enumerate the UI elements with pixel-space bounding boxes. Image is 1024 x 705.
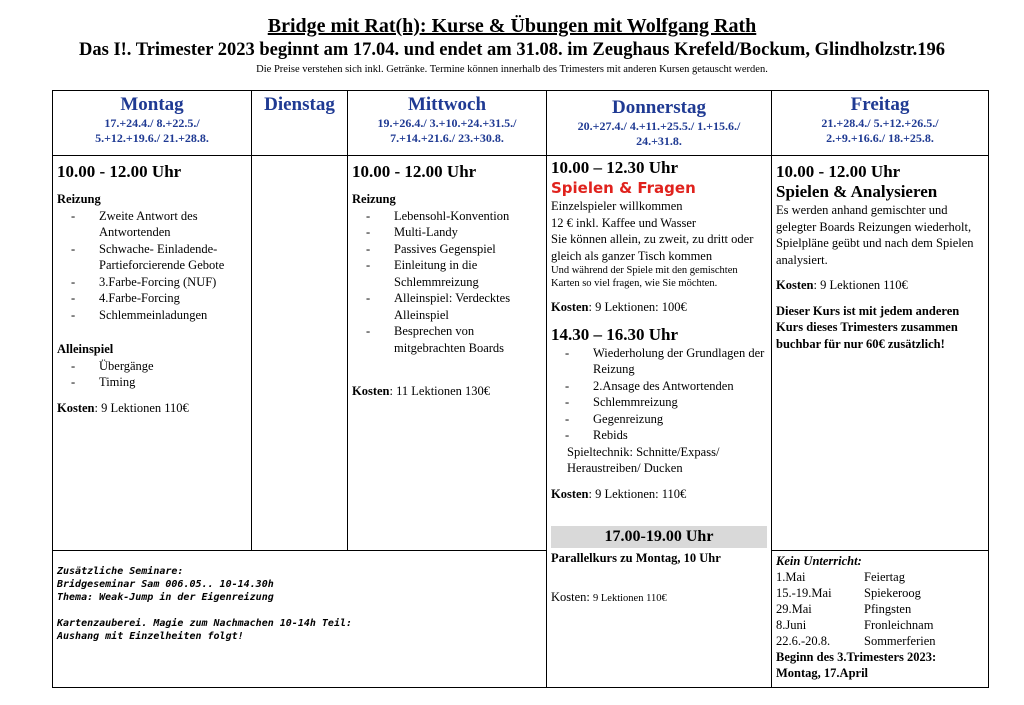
price-note: Die Preise verstehen sich inkl. Getränke. Termine können innerhalb des Trimesters mit anderen Kursen getauscht werden. [256,64,768,75]
table-row: 8.Juni Fronleichnam [776,618,934,632]
table-row: 1.Mai Feiertag [776,570,905,584]
mittwoch-time: 10.00 - 12.00 Uhr [352,162,477,181]
list-item: - Schlemmreizung [565,394,767,411]
header-donnerstag [546,90,772,156]
donnerstag-time-3: 17.00-19.00 Uhr [551,526,767,548]
dates-freitag-2: 2.+9.+16.6./ 18.+25.8. [826,131,934,145]
freitag-description: Es werden anhand gemischter und gelegter Boards Reizungen wiederholt, Spielpläne geübt und nach dem Spielen analysiert. [776,203,974,267]
donnerstag-line-2: 12 € inkl. Kaffee und Wasser [551,215,697,230]
mittwoch-cost: Kosten: 11 Lektionen 130€ [352,384,491,398]
holidays-box [771,550,989,688]
donnerstag-list [565,345,767,444]
list-item: - Passives Gegenspiel [366,241,542,258]
list-item: - Gegenreizung [565,411,767,428]
mittwoch-list [366,208,542,357]
donnerstag-course [546,155,772,688]
mittwoch-section-reizung: Reizung [352,192,396,206]
list-item: - 3.Farbe-Forcing (NUF) [71,274,247,291]
holidays-title: Kein Unterricht: [776,554,862,568]
extra-line: Thema: Weak-Jump in der Eigenreizung [57,592,274,603]
page-title: Bridge mit Rat(h): Kurse & Übungen mit Wolfgang Rath [267,15,757,37]
day-name-mittwoch: Mittwoch [407,94,487,115]
donnerstag-parallel: Parallelkurs zu Montag, 10 Uhr [551,551,721,565]
day-name-donnerstag: Donnerstag [612,97,706,118]
dates-donnerstag-2: 24.+31.8. [636,134,682,148]
extra-line: Aushang mit Einzelheiten folgt! [57,631,244,642]
dates-montag-2: 5.+12.+19.6./ 21.+28.8. [95,131,209,145]
day-name-dienstag: Dienstag [264,94,335,115]
freitag-bold-note: Dieser Kurs ist mit jedem anderen Kurs dieses Trimesters zusammen buchbar für nur 60€ zusätzlich! [776,303,960,351]
freitag-title: Spielen & Analysieren [776,182,938,201]
list-item: - Wiederholung der Grundlagen der Reizung [565,345,767,378]
donnerstag-time-1: 10.00 – 12.30 Uhr [551,158,679,177]
montag-section-alleinspiel: Alleinspiel [57,342,114,356]
holidays-footer-1: Beginn des 3.Trimesters 2023: [776,650,937,664]
donnerstag-cost-2: Kosten: 9 Lektionen: 110€ [551,486,687,501]
header-dienstag [251,90,348,156]
montag-list-alleinspiel [71,358,247,391]
dates-mittwoch-2: 7.+14.+21.6./ 23.+30.8. [390,131,504,145]
donnerstag-small-note: Und während der Spiele mit den gemischten Karten so viel fragen, wie Sie möchten. [551,265,738,289]
donnerstag-cost-3: Kosten: 9 Lektionen 110€ [551,589,667,604]
montag-list-reizung [71,208,247,324]
list-item: - Alleinspiel: Verdecktes Alleinspiel [366,290,542,323]
table-row: 15.-19.Mai Spiekeroog [776,586,921,600]
list-item: - 2.Ansage des Antwortenden [565,378,767,395]
list-item: - Multi-Landy [366,224,542,241]
header-mittwoch [347,90,547,156]
freitag-cost: Kosten: 9 Lektionen 110€ [776,278,908,292]
list-item: - Besprechen von mitgebrachten Boards [366,323,542,356]
list-item: - Timing [71,374,247,391]
list-item: - Lebensohl-Konvention [366,208,542,225]
page-subtitle: Das I!. Trimester 2023 beginnt am 17.04. und endet am 31.08. im Zeughaus Krefeld/Bockum, Glindholzstr.196 [79,40,945,60]
table-row: 22.6.-20.8. Sommerferien [776,634,936,648]
list-item: - 4.Farbe-Forcing [71,290,247,307]
freitag-course [771,155,989,551]
holidays-footer-2: Montag, 17.April [776,666,869,680]
donnerstag-technique: Spieltechnik: Schnitte/Expass/ Heraustreiben/ Ducken [567,444,720,475]
extra-line: Bridgeseminar Sam 006.05.. 10-14.30h [57,579,274,590]
list-item: - Rebids [565,427,767,444]
mittwoch-course [347,155,547,551]
montag-cost: Kosten: 9 Lektionen 110€ [57,400,189,415]
header-freitag [771,90,989,156]
list-item: - Zweite Antwort des Antwortenden [71,208,247,241]
extra-line [57,604,542,617]
dates-montag-1: 17.+24.4./ 8.+22.5./ [104,116,200,130]
montag-course [52,155,252,551]
donnerstag-line-3: Sie können allein, zu zweit, zu dritt oder gleich als ganzer Tisch kommen [551,232,754,263]
table-row: 29.Mai Pfingsten [776,602,912,616]
dienstag-course [251,155,348,551]
montag-time: 10.00 - 12.00 Uhr [57,162,182,181]
day-name-freitag: Freitag [850,94,910,115]
list-item: - Schwache- Einladende- Partieforcierende Gebote [71,241,247,274]
dates-freitag-1: 21.+28.4./ 5.+12.+26.5./ [821,116,939,130]
list-item: - Übergänge [71,358,247,375]
dates-mittwoch-1: 19.+26.4./ 3.+10.+24.+31.5./ [377,116,517,130]
donnerstag-highlight: Spielen & Fragen [551,179,696,197]
extra-seminars [52,550,547,688]
day-name-montag: Montag [120,94,184,115]
list-item: - Schlemmeinladungen [71,307,247,324]
extra-line: Zusätzliche Seminare: [57,566,184,577]
freitag-time: 10.00 - 12.00 Uhr [776,162,901,181]
extra-line: Kartenzauberei. Magie zum Nachmachen 10-14h Teil: [57,618,353,629]
donnerstag-line-1: Einzelspieler willkommen [551,199,683,213]
list-item: - Einleitung in die Schlemmreizung [366,257,542,290]
header-montag [52,90,252,156]
holidays-table [776,569,936,649]
montag-section-reizung: Reizung [57,192,101,206]
donnerstag-cost-1: Kosten: 9 Lektionen: 100€ [551,300,687,314]
donnerstag-time-2: 14.30 – 16.30 Uhr [551,324,679,344]
dates-donnerstag-1: 20.+27.4./ 4.+11.+25.5./ 1.+15.6./ [577,119,741,133]
